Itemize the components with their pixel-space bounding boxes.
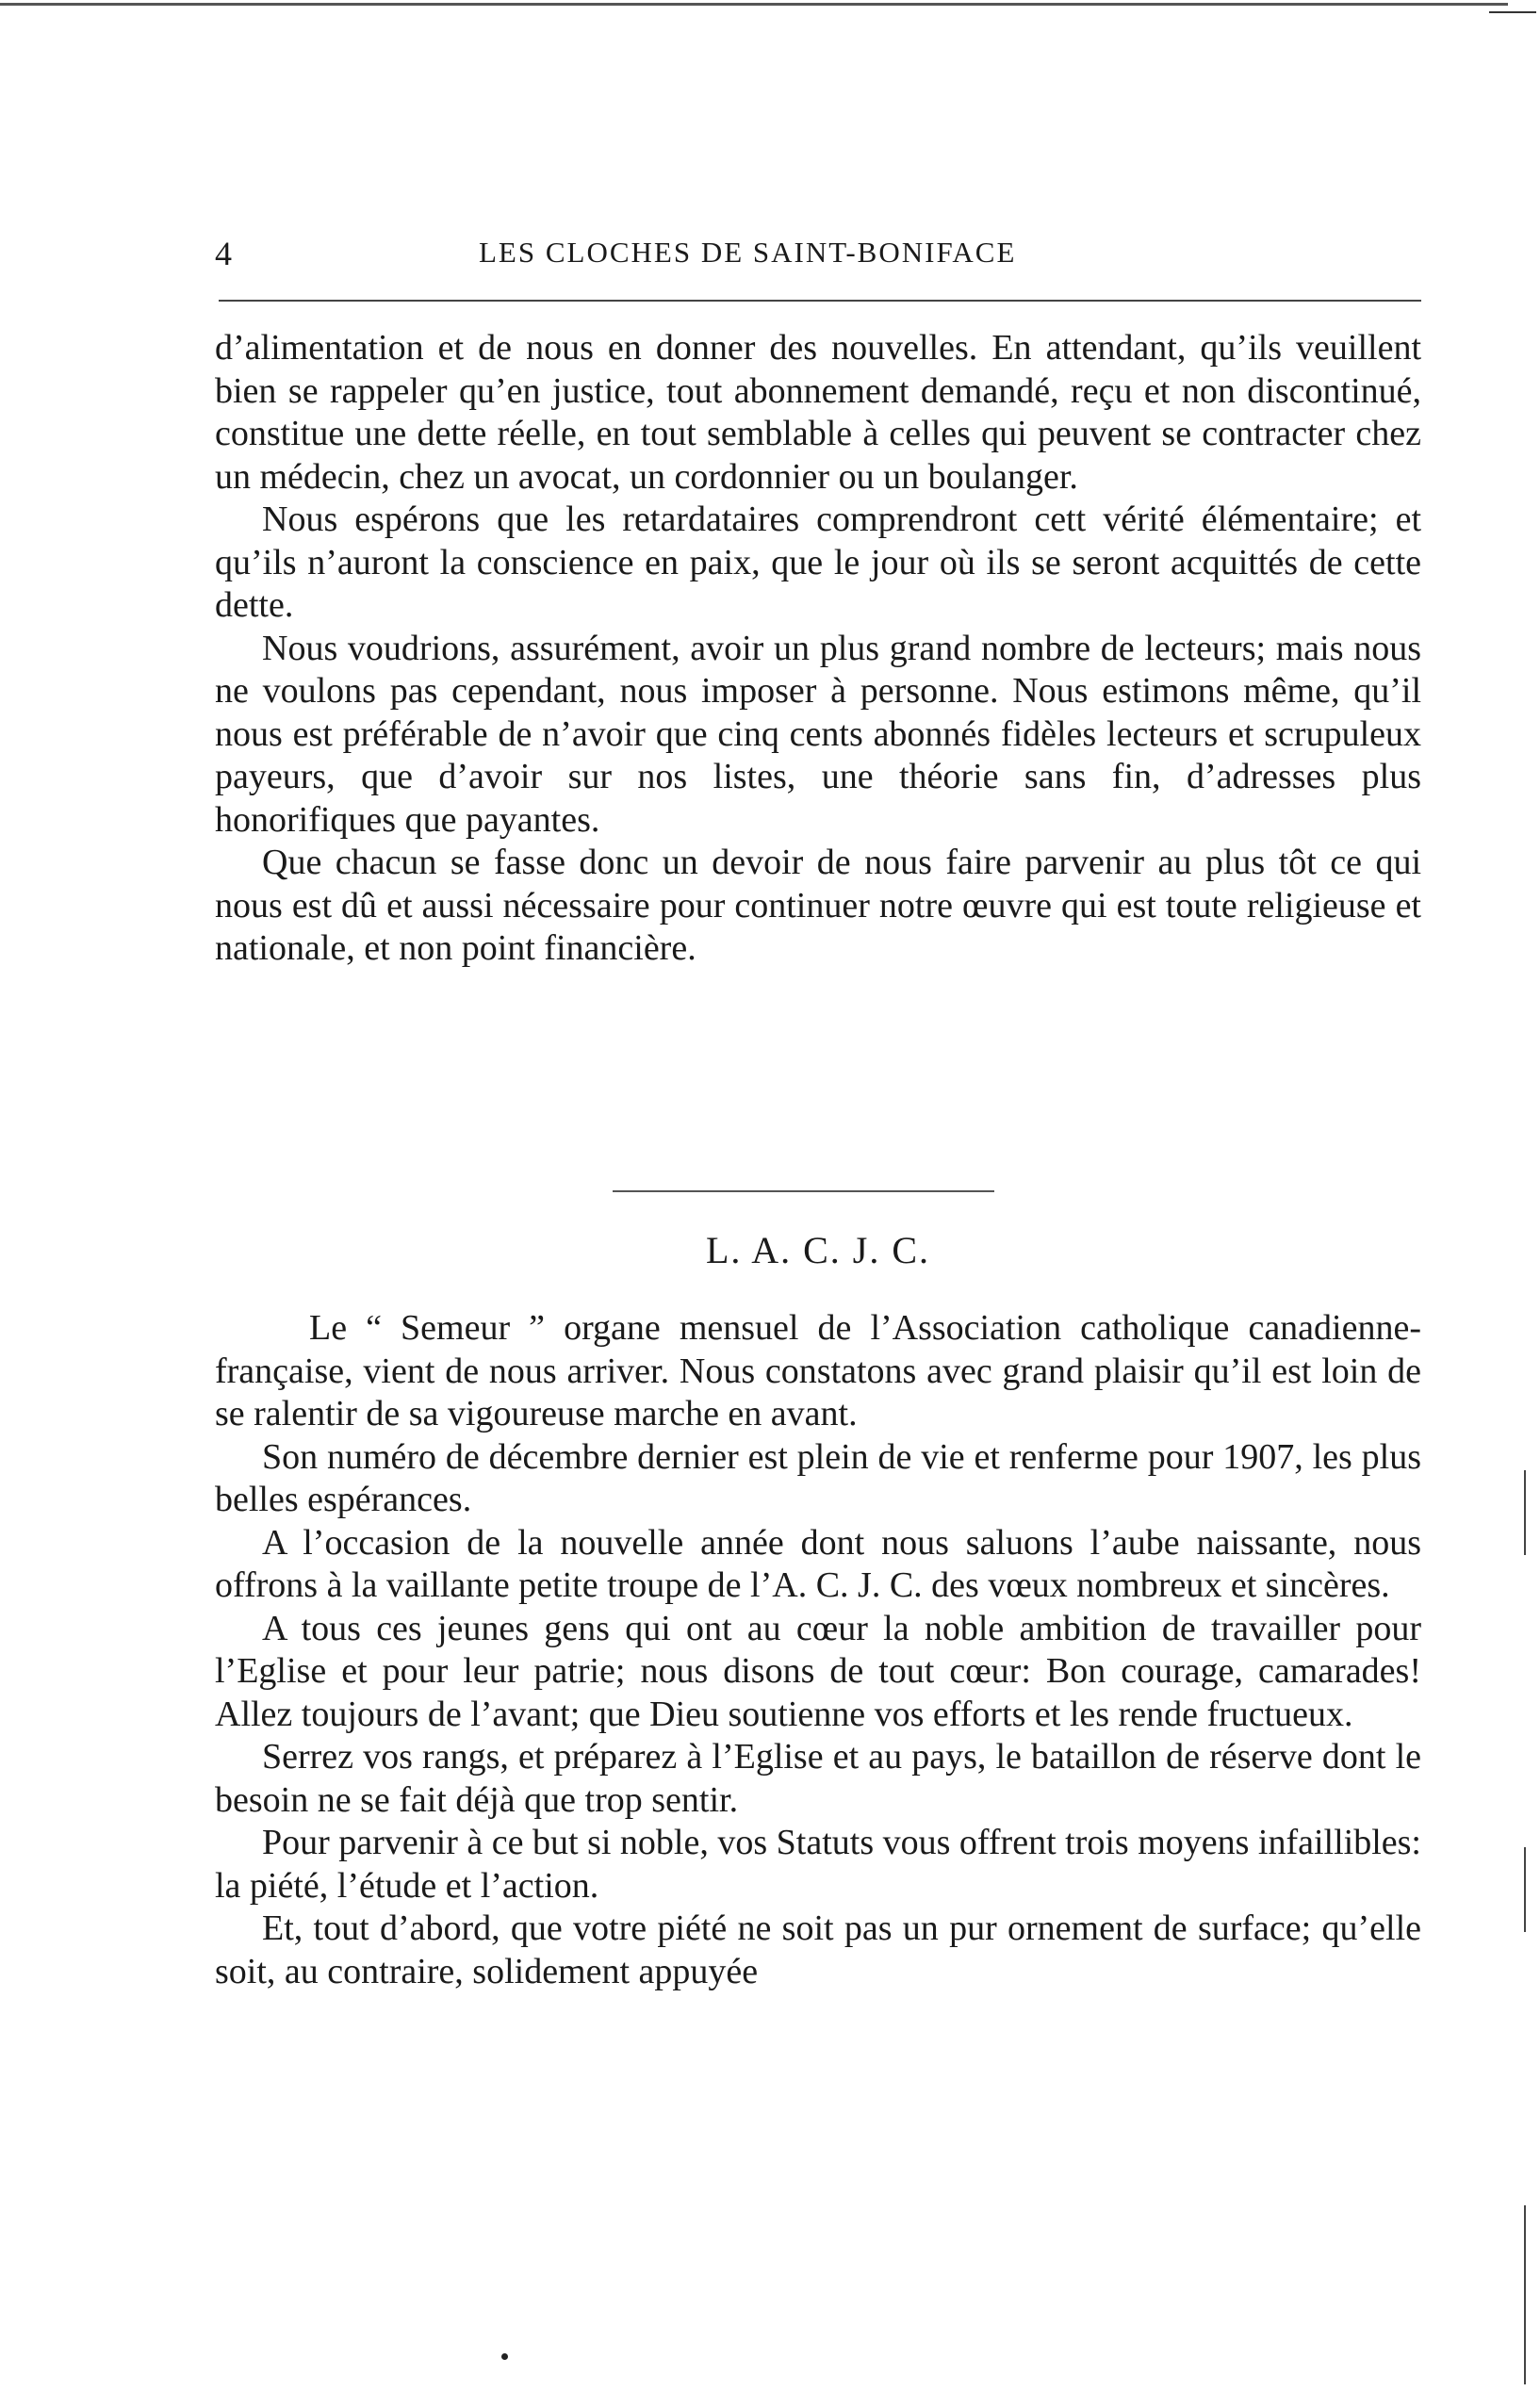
top-edge-rule [0, 3, 1508, 6]
header-rule [219, 300, 1421, 302]
paragraph: Nous voudrions, assurément, avoir un plus grand nombre de lecteurs; mais nous ne voulons pas cependant, nous imposer à personne. Nous estimons même, qu’il nous est préférable de n’avoir que cinq cents abonnés fidèles lecteurs et scrupuleux payeurs, que d’avoir sur nos listes, une théorie sans fin, d’adresses plus honorifiques que payantes. [215, 628, 1421, 840]
paragraph: Nous espérons que les retardataires comprendront cett vérité élémentaire; et qu’ils n’auront la conscience en paix, que le jour où ils se seront acquittés de cette dette. [215, 499, 1421, 625]
page-number: 4 [215, 235, 232, 272]
paragraph: Que chacun se fasse donc un devoir de nous faire parvenir au plus tôt ce qui nous est dû et aussi nécessaire pour continuer notre œuvre qui est toute religieuse et nationale, et non point financière. [215, 843, 1421, 968]
page-header [215, 234, 1421, 290]
paragraph: A l’occasion de la nouvelle année dont nous saluons l’aube naissante, nous offrons à la vaillante petite troupe de l’A. C. J. C. des vœux nombreux et sincères. [215, 1522, 1421, 1605]
paragraph: Son numéro de décembre dernier est plein de vie et renferme pour 1907, les plus belles espérances. [215, 1436, 1421, 1519]
page-edge-mark [1524, 1847, 1526, 1932]
top-edge-flourish [1489, 0, 1536, 13]
paragraph: Le “ Semeur ” organe mensuel de l’Association catholique canadienne-française, vient de nous arriver. Nous constatons avec grand plaisir qu’il est loin de se ralentir de sa vigoureuse marche en avant. [215, 1308, 1421, 1433]
page-edge-mark [1524, 1470, 1526, 1555]
paragraph: Et, tout d’abord, que votre piété ne soit pas un pur ornement de surface; qu’elle soit, au contraire, solidement appuyée [215, 1908, 1421, 1991]
page-dot [501, 2353, 508, 2360]
section-body [215, 1307, 1421, 1993]
section-title: L. A. C. J. C. [705, 1229, 931, 1271]
paragraph: Pour parvenir à ce but si noble, vos Statuts vous offrent trois moyens infaillibles: la piété, l’étude et l’action. [215, 1823, 1421, 1906]
section-divider [613, 1190, 994, 1192]
paragraph: Serrez vos rangs, et préparez à l’Eglise et au pays, le bataillon de réserve dont le besoin ne se fait déjà que trop sentir. [215, 1737, 1421, 1820]
running-title: LES CLOCHES DE SAINT-BONIFACE [479, 236, 1017, 269]
article-continuation [215, 327, 1421, 971]
paragraph: d’alimentation et de nous en donner des nouvelles. En attendant, qu’ils veuillent bien se rappeler qu’en justice, tout abonnement demandé, reçu et non discontinué, constitue une dette réelle, en tout semblable à celles qui peuvent se contracter chez un médecin, chez un avocat, un cordonnier ou un boulanger. [215, 328, 1421, 497]
page-edge-mark [1524, 2205, 1526, 2384]
paragraph: A tous ces jeunes gens qui ont au cœur la noble ambition de travailler pour l’Eglise et pour leur patrie; nous disons de tout cœur: Bon courage, camarades! Allez toujours de l’avant; que Dieu soutienne vos efforts et les rende fructueux. [215, 1608, 1421, 1734]
